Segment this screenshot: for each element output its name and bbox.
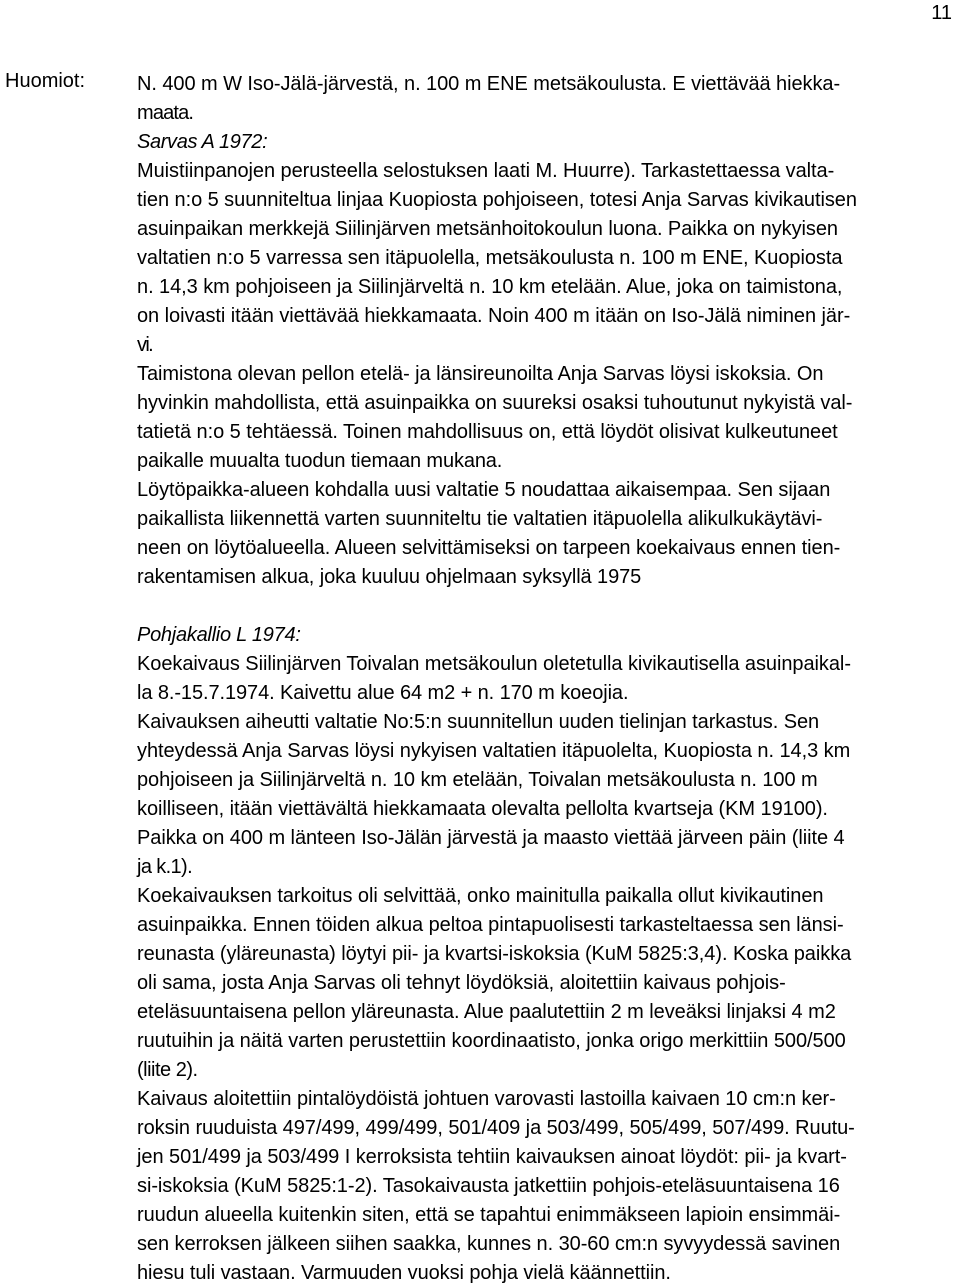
text-line: Muistiinpanojen perusteella selostuksen laati M. Huurre). Tarkastettaessa valta- (137, 160, 835, 182)
text-line: paikallista liikennettä varten suunniteltu tie valtatien itäpuolella alikulkukäytävi- (137, 508, 823, 530)
text-line: maata. (137, 102, 194, 124)
text-line: vi. (137, 334, 153, 356)
text-line: ja k.1). (137, 856, 193, 878)
text-line: paikalle muualta tuodun tiemaan mukana. (137, 450, 503, 472)
text-line: Löytöpaikka-alueen kohdalla uusi valtatie 5 noudattaa aikaisempaa. Sen sijaan (137, 479, 831, 501)
text-line: tatietä n:o 5 tehtäessä. Toinen mahdollisuus on, että löydöt olisivat kulkeutuneet (137, 421, 838, 443)
text-line: neen on löytöalueella. Alueen selvittämiseksi on tarpeen koekaivaus ennen tien- (137, 537, 841, 559)
text-line: yhteydessä Anja Sarvas löysi nykyisen valtatien itäpuolelta, Kuopiosta n. 14,3 km (137, 740, 851, 762)
text-line: valtatien n:o 5 varressa sen itäpuolella, metsäkoulusta n. 100 m ENE, Kuopiosta (137, 247, 843, 269)
text-line: jen 501/499 ja 503/499 I kerroksista tehtiin kaivauksen ainoat löydöt: pii- ja kvart- (137, 1146, 847, 1168)
text-line: Koekaivaus Siilinjärven Toivalan metsäkoulun oletetulla kivikautisella asuinpaikal- (137, 653, 851, 675)
text-line: hiesu tuli vastaan. Varmuuden vuoksi pohja vielä käännettiin. (137, 1262, 671, 1284)
text-line: sen kerroksen jälkeen siihen saakka, kunnes n. 30-60 cm:n syvyydessä savinen (137, 1233, 841, 1255)
text-line: Taimistona olevan pellon etelä- ja länsireunoilta Anja Sarvas löysi iskoksia. On (137, 363, 824, 385)
page-number: 11 (931, 2, 952, 24)
section-label: Huomiot: (5, 70, 86, 92)
text-line: oli sama, josta Anja Sarvas oli tehnyt löydöksiä, aloitettiin kaivaus pohjois- (137, 972, 786, 994)
text-line: ruudun alueella kuitenkin siten, että se tapahtui enimmäkseen lapioin ensimmäi- (137, 1204, 841, 1226)
text-line: (liite 2). (137, 1059, 198, 1081)
notes-body (137, 70, 960, 1288)
text-line: n. 14,3 km pohjoiseen ja Siilinjärveltä n. 10 km etelään. Alue, joka on taimistona, (137, 276, 843, 298)
text-line: Kaivauksen aiheutti valtatie No:5:n suunnitellun uuden tielinjan tarkastus. Sen (137, 711, 820, 733)
text-line: si-iskoksia (KuM 5825:1-2). Tasokaivausta jatkettiin pohjois-eteläsuuntaisena 16 (137, 1175, 840, 1197)
text-line: reunasta (yläreunasta) löytyi pii- ja kvartsi-iskoksia (KuM 5825:3,4). Koska paikka (137, 943, 852, 965)
paragraph-gap (137, 592, 960, 621)
text-line: eteläsuuntaisena pellon yläreunasta. Alue paalutettiin 2 m leveäksi linjaksi 4 m2 (137, 1001, 836, 1023)
text-line: Koekaivauksen tarkoitus oli selvittää, onko mainitulla paikalla ollut kivikautinen (137, 885, 824, 907)
text-line: hyvinkin mahdollista, että asuinpaikka on suureksi osaksi tuhoutunut nykyistä val- (137, 392, 853, 414)
text-line: on loivasti itään viettävää hiekkamaata. Noin 400 m itään on Iso-Jälä niminen jär- (137, 305, 851, 327)
text-line: ruutuihin ja näitä varten perustettiin koordinaatisto, jonka origo merkittiin 500/500 (137, 1030, 846, 1052)
text-line: asuinpaikan merkkejä Siilinjärven metsänhoitokoulun luona. Paikka on nykyisen (137, 218, 838, 240)
reference-heading (137, 128, 960, 157)
text-line: tien n:o 5 suunniteltua linjaa Kuopiosta pohjoiseen, totesi Anja Sarvas kivikautisen (137, 189, 857, 211)
text-line: N. 400 m W Iso-Jälä-järvestä, n. 100 m ENE metsäkoulusta. E viettävää hiekka- (137, 73, 841, 95)
text-line: Kaivaus aloitettiin pintalöydöistä johtuen varovasti lastoilla kaivaen 10 cm:n ker- (137, 1088, 836, 1110)
reference-heading-sarvas: Sarvas A 1972: (137, 131, 268, 153)
reference-heading-pohjakallio: Pohjakallio L 1974: (137, 624, 301, 646)
text-line: roksin ruuduista 497/499, 499/499, 501/409 ja 503/499, 505/499, 507/499. Ruutu- (137, 1117, 855, 1139)
text-line: pohjoiseen ja Siilinjärveltä n. 10 km etelään, Toivalan metsäkoulusta n. 100 m (137, 769, 818, 791)
reference-heading (137, 621, 960, 650)
text-line: asuinpaikka. Ennen töiden alkua peltoa pintapuolisesti tarkasteltaessa sen länsi- (137, 914, 844, 936)
text-line: koilliseen, itään viettävältä hiekkamaata olevalta pellolta kvartseja (KM 19100). (137, 798, 828, 820)
text-line: Paikka on 400 m länteen Iso-Jälän järvestä ja maasto viettää järveen päin (liite 4 (137, 827, 845, 849)
text-line: rakentamisen alkua, joka kuuluu ohjelmaan syksyllä 1975 (137, 566, 642, 588)
text-line: la 8.-15.7.1974. Kaivettu alue 64 m2 + n. 170 m koeojia. (137, 682, 629, 704)
